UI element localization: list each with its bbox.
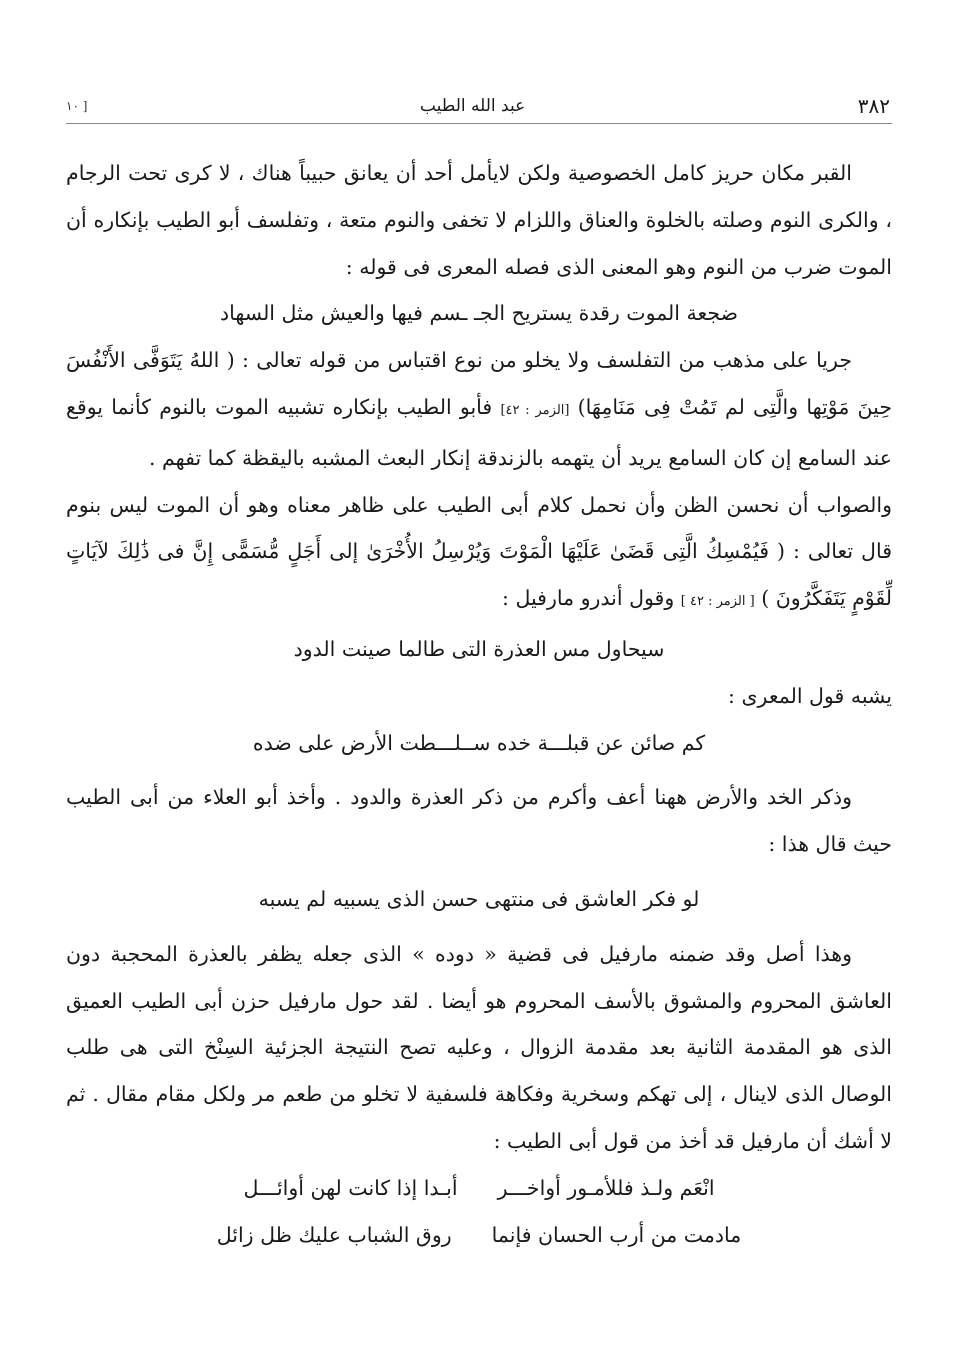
verse-couplet-2 bbox=[66, 1212, 892, 1259]
header-rule bbox=[66, 123, 892, 124]
paragraph-5: وذكر الخد والأرض ههنا أعف وأكرم من ذكر العذرة والدود . وأخذ أبو العلاء من أبى الطيب حيث قال هذا : bbox=[66, 785, 892, 857]
verse-couplet-1 bbox=[66, 1165, 892, 1212]
paragraph-4: يشبه قول المعرى : bbox=[728, 683, 892, 708]
verse-line-4: لو فكر العاشق فى منتهى حسن الذى يسبيه لم يسبه bbox=[258, 886, 700, 911]
page-header bbox=[66, 92, 890, 120]
hemistich-1b: أبـدا إذا كانت لهن أوائـــل bbox=[243, 1175, 458, 1200]
spacer bbox=[66, 766, 892, 774]
spacer bbox=[66, 868, 892, 876]
signature-mark: [ ١٠ bbox=[66, 99, 88, 113]
hemistich-2a: مادمت من أرب الحسان فإنما bbox=[491, 1222, 742, 1247]
paragraph-2-text-b: فأبو الطيب بإنكاره تشبيه الموت بالنوم كأنما يوقع عند السامع إن كان السامع يريد أن يتهمه بالزندقة إنكار البعث المشبه باليقظة كما تفهم . bbox=[66, 394, 892, 470]
spacer bbox=[66, 923, 892, 931]
verse-line-2: سيحاول مس العذرة التى طالما صينت الدود bbox=[293, 636, 665, 661]
hemistich-2b: روق الشباب عليك ظل زائل bbox=[216, 1222, 452, 1247]
paragraph-1: القبر مكان حريز كامل الخصوصية ولكن لايأمل أحد أن يعانق حبيباً هناك ، لا كرى تحت الرجام ، والكرى النوم وصلته بالخلوة والعناق واللزام لا تخفى والنوم متعة ، وتفلسف أبو الطيب بإنكاره أن الموت ضرب من النوم وهو المعنى الذى فصله المعرى فى قوله : bbox=[66, 161, 892, 279]
page-number: ٣٨٢ bbox=[857, 94, 890, 118]
citation-zumar-2: [ الزمر : ٤٢ ] bbox=[680, 594, 755, 610]
citation-zumar-1: [الزمر : ٤٢] bbox=[500, 402, 570, 418]
hemistich-1a: انْعَم ولـذ فللأمـور أواخـــر bbox=[497, 1175, 715, 1200]
paragraph-3-text-b: وقول أندرو مارفيل : bbox=[502, 586, 681, 611]
paragraph-3-text-a: والصواب أن نحسن الظن وأن نحمل كلام أبى الطيب على ظاهر معناه وهو أن الموت ليس بنوم قال تعالى : ( فَيُمْسِكُ الَّتِى قَضَىٰ عَلَيْهَا الْمَوْتَ وَيُرْسِلُ الأُخْرَىٰ إلى أَجَلٍ مُّسَمًّى إِنَّ فى ذَٰلِكَ لآيَاتٍ لِّقَوْمٍ يَتَفَكَّرُونَ ) bbox=[66, 492, 892, 611]
paragraph-2 bbox=[66, 337, 892, 481]
paragraph-3 bbox=[66, 482, 892, 626]
running-title: عبد الله الطيب bbox=[419, 96, 526, 116]
verse-line-1: ضجعة الموت رقدة يستريح الجـ ـسم فيها والعيش مثل السهاد bbox=[219, 301, 739, 326]
paragraph-2-text-a: جريا على مذهب من التفلسف ولا يخلو من نوع اقتباس من قوله تعالى : ( اللهُ يَتَوَفَّى الأَنْفُسَ حِينَ مَوْتِها والَّتِى لم تَمُتْ فِى مَنَامِهَا) bbox=[66, 348, 892, 419]
page-body bbox=[66, 150, 892, 1258]
paragraph-6: وهذا أصل وقد ضمنه مارفيل فى قضية « دوده » الذى جعله يظفر بالعذرة المحجبة دون العاشق المحروم والمشوق بالأسف المحروم هو أيضا . لقد حول مارفيل حزن أبى الطيب العميق الذى هو المقدمة الثانية بعد مقدمة الزوال ، وعليه تصح النتيجة الجزئية السِنْخ التى هى طلب الوصال الذى لاينال ، إلى تهكم وسخرية وفكاهة فلسفية لا تخلو من طعم مر ولكل مقام مقال . ثم لا أشك أن مارفيل قد أخذ من قول أبى الطيب : bbox=[66, 941, 892, 1153]
verse-line-3: كم صائن عن قبلـــة خده ســلـــطت الأرض على ضده bbox=[252, 730, 706, 755]
